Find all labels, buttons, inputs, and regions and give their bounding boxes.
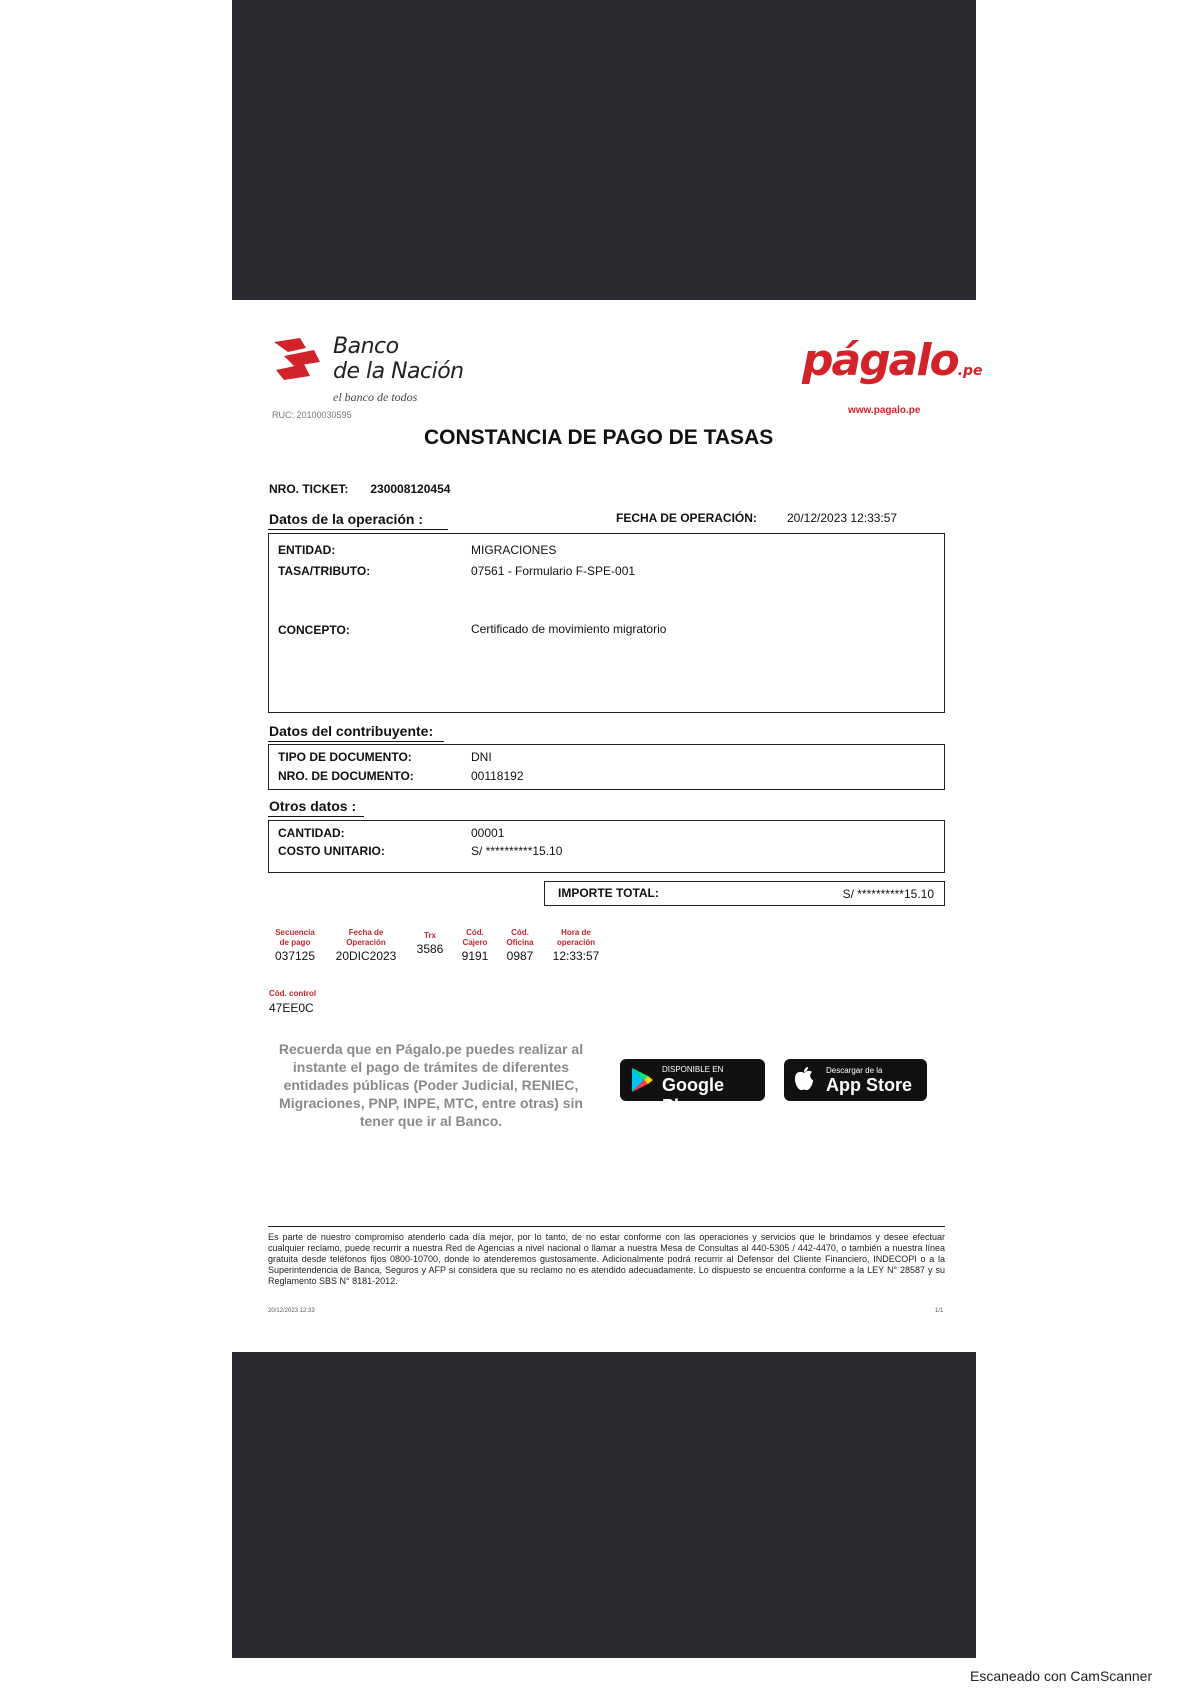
app-store-big-text: App Store	[826, 1075, 913, 1095]
document-title: CONSTANCIA DE PAGO DE TASAS	[424, 426, 774, 449]
ticket-label: NRO. TICKET:	[269, 482, 349, 496]
nro-documento-label: NRO. DE DOCUMENTO:	[278, 769, 414, 783]
concepto-value: Certificado de movimiento migratorio	[471, 622, 667, 636]
tipo-documento-label: TIPO DE DOCUMENTO:	[278, 750, 412, 764]
seq-header-line2: Operación	[346, 938, 386, 947]
google-play-small-text: DISPONIBLE EN	[662, 1065, 724, 1074]
secuencia-col-trx	[410, 928, 450, 956]
operation-heading: Datos de la operación :	[269, 511, 424, 527]
secuencia-col-cajero	[455, 928, 495, 963]
google-play-icon	[630, 1067, 654, 1093]
secuencia-col-fecha	[330, 928, 402, 963]
seq-value: 3586	[416, 942, 444, 956]
footer-divider	[268, 1226, 945, 1227]
seq-value: 12:33:57	[552, 949, 600, 963]
seq-header-line2: operación	[556, 938, 596, 947]
secuencia-col-hora	[545, 928, 607, 963]
pagalo-suffix: .pe	[957, 363, 983, 379]
otros-heading-underline	[268, 816, 364, 817]
seq-value: 037125	[274, 949, 316, 963]
codigo-control-value: 47EE0C	[269, 1001, 314, 1015]
importe-total-label: IMPORTE TOTAL:	[558, 886, 659, 900]
nro-documento-value: 00118192	[471, 769, 524, 783]
ticket-value: 230008120454	[370, 482, 451, 496]
app-store-small-text: Descargar de la	[826, 1066, 883, 1075]
seq-header-line1: Cód.	[511, 928, 529, 937]
pagalo-brand: págalo	[802, 335, 958, 386]
app-store-button[interactable]	[784, 1059, 927, 1101]
cantidad-label: CANTIDAD:	[278, 826, 345, 840]
banco-nacion-logo-icon	[270, 334, 340, 384]
fecha-operacion-label: FECHA DE OPERACIÓN:	[616, 511, 757, 525]
concepto-label: CONCEPTO:	[278, 623, 350, 637]
operation-heading-underline	[268, 529, 448, 530]
bank-name-line2: de la Nación	[333, 359, 464, 384]
scan-dark-area-bottom	[232, 1352, 976, 1658]
operation-box	[268, 533, 945, 713]
pagalo-logo	[802, 335, 983, 386]
seq-header-line1: Secuencia	[275, 928, 315, 937]
seq-header-line2: Cajero	[462, 938, 488, 947]
entidad-value: MIGRACIONES	[471, 543, 557, 557]
pagalo-url: www.pagalo.pe	[848, 405, 921, 416]
tasa-value: 07561 - Formulario F-SPE-001	[471, 564, 636, 578]
seq-header-line1: Cód.	[466, 928, 484, 937]
codigo-control-label: Cód. control	[269, 989, 317, 998]
otros-heading: Otros datos :	[269, 798, 357, 814]
contribuyente-heading: Datos del contribuyente:	[269, 723, 434, 739]
footer-page-number: 1/1	[935, 1308, 944, 1314]
seq-header-line2: de pago	[279, 938, 311, 947]
seq-header-line2: Oficina	[506, 938, 534, 947]
tipo-documento-value: DNI	[471, 750, 492, 764]
footer-disclaimer: Es parte de nuestro compromiso atenderlo cada día mejor, por lo tanto, de no estar conforme con las operaciones y servicios que le brindamos y desee efectuar cualquier reclamo, puede recurrir a nuestra Red de Agencias a nivel nacional o llamar a nuestra Mesa de Consultas al 440-5305 / 442-4470, o también a nuestra línea gratuita desde teléfonos fijos 0800-10700, donde lo atenderemos gustosamente. Adicionalmente podrá recurrir al Defensor del Cliente Financiero, INDECOPI o a la Superintendencia de Banca, Seguros y AFP si considera que su reclamo no es atendido adecuadamente. Lo dispuesto se encuentra conforme a la LEY N° 28587 y su Reglamento SBS N° 8181-2012.	[268, 1232, 945, 1286]
seq-header-line1: Fecha de	[348, 928, 384, 937]
google-play-big-text: Google Play	[662, 1075, 724, 1116]
otros-box	[268, 820, 945, 873]
seq-header-line1: Hora de	[561, 928, 591, 937]
bank-slogan: el banco de todos	[333, 390, 418, 404]
contribuyente-box	[268, 744, 945, 790]
ticket-number	[269, 482, 450, 496]
entidad-label: ENTIDAD:	[278, 543, 336, 557]
seq-value: 0987	[506, 949, 534, 963]
camscanner-watermark: Escaneado con CamScanner	[970, 1668, 1153, 1684]
secuencia-col-oficina	[500, 928, 540, 963]
contribuyente-heading-underline	[268, 741, 444, 742]
seq-value: 20DIC2023	[335, 949, 397, 963]
costo-unitario-label: COSTO UNITARIO:	[278, 844, 385, 858]
importe-total-box	[544, 881, 945, 906]
footer-print-date: 20/12/2023 12:33	[268, 1308, 315, 1314]
seq-header-line1: Trx	[423, 931, 436, 940]
fecha-operacion-value: 20/12/2023 12:33:57	[787, 511, 898, 525]
secuencia-col-secuencia	[264, 928, 326, 963]
cantidad-value: 00001	[471, 826, 505, 840]
google-play-button[interactable]	[620, 1059, 765, 1116]
bank-name-line1: Banco	[333, 334, 399, 359]
costo-unitario-value: S/ **********15.10	[471, 844, 563, 858]
apple-icon	[793, 1066, 815, 1092]
ruc-number: RUC: 20100030595	[272, 410, 352, 420]
tasa-label: TASA/TRIBUTO:	[278, 564, 371, 578]
scan-dark-area-top	[232, 0, 976, 300]
importe-total-value: S/ **********15.10	[842, 887, 934, 901]
seq-value: 9191	[461, 949, 489, 963]
pagalo-promo-text: Recuerda que en Págalo.pe puedes realizar al instante el pago de trámites de diferentes entidades públicas (Poder Judicial, RENIEC, Migraciones, PNP, INPE, MTC, entre otras) sin tener que ir al Banco.	[278, 1041, 584, 1129]
bank-name	[333, 334, 464, 384]
